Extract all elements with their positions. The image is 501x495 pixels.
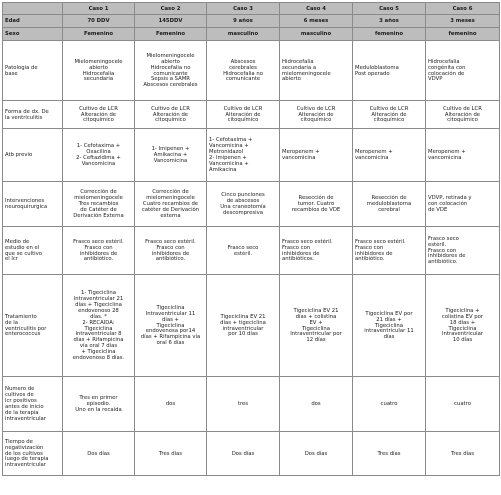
cell-atb-caso-5: Meropenem + vancomicina bbox=[353, 129, 426, 182]
cell-forma-dx-caso-3: Cultivo de LCR Alteración de citoquímico bbox=[207, 101, 280, 129]
cell-tratamiento-caso-6: Tigeciclina + colistina EV por 18 días + Tigeciclina Intraventricular 10 días bbox=[426, 275, 500, 377]
cell-patologia-caso-2: Mielomeningocele abierto Hidrocefalia no comunicante Sepsis a SAMR Abscesos cerebrales bbox=[135, 41, 207, 101]
cell-intervenciones-caso-1: Corrección de mielomeningocele Tres recambios de Catéter de Derivación Externa bbox=[63, 182, 135, 227]
cell-intervenciones-caso-5: Resección de meduloblastoma cerebral bbox=[353, 182, 426, 227]
cell-edad-caso-4: 6 meses bbox=[280, 15, 353, 28]
row-label-atb-previo: Atb previo bbox=[3, 129, 63, 182]
cell-intervenciones-caso-3: Cinco punciones de abscesos Una craneotomía descompresiva bbox=[207, 182, 280, 227]
cell-medio-caso-2: Frasco seco estéril. Frasco con inhibidores de antibiótico. bbox=[135, 227, 207, 275]
cell-medio-caso-4: Frasco seco estéril. Frasco con inhibidores de antibióticos. bbox=[280, 227, 353, 275]
cell-atb-caso-2: 1- Imipenen + Amikacina + Vancomicina bbox=[135, 129, 207, 182]
cell-medio-caso-5: Frasco seco estéril. Frasco con inhibidores de antibiótico. bbox=[353, 227, 426, 275]
cell-forma-dx-caso-1: Cultivo de LCR Alteración de citoquímico bbox=[63, 101, 135, 129]
cell-atb-caso-3: 1- Cefotaxima + Vancomicina + Metronidazol 2- Imipenen + Vancomicina + Amikacina bbox=[207, 129, 280, 182]
cell-tratamiento-caso-5: Tigeciclina EV por 21 días + Tigeciclina intraventricular 11 días bbox=[353, 275, 426, 377]
row-label-medio-estudio: Medio de estudio en el que se cultivo el lcr bbox=[3, 227, 63, 275]
cell-sexo-caso-4: masculino bbox=[280, 28, 353, 41]
row-sexo bbox=[3, 28, 500, 41]
header-corner-cell bbox=[3, 3, 63, 15]
cell-tratamiento-caso-1: 1- Tigeciclina Intraventricular 21 días + Tigeciclina endovenoso 28 días. * 2- RECAIDA: Tigeciclina Intraventricular 8 días + Rifampicina vía oral 7 días + Tigeciclina endovenoso 8 días. bbox=[63, 275, 135, 377]
header-caso-3: Caso 3 bbox=[207, 3, 280, 15]
cell-sexo-caso-5: femenino bbox=[353, 28, 426, 41]
cell-tiempo-caso-2: Tres días bbox=[135, 432, 207, 476]
cell-atb-caso-4: Meropenem + vancomicina bbox=[280, 129, 353, 182]
cell-medio-caso-6: Frasco seco estéril. Frasco con inhibidores de antibiótico. bbox=[426, 227, 500, 275]
cell-intervenciones-caso-4: Resección de tumor. Cuatro recambios de VDE bbox=[280, 182, 353, 227]
row-edad bbox=[3, 15, 500, 28]
header-row bbox=[3, 3, 500, 15]
cell-sexo-caso-2: Femenino bbox=[135, 28, 207, 41]
row-atb-previo bbox=[3, 129, 500, 182]
row-label-numero-cultivos: Numero de cultivos de lcr positivos antes de inicio de la terapia intraventricular bbox=[3, 377, 63, 432]
header-caso-4: Caso 4 bbox=[280, 3, 353, 15]
row-label-forma-dx: Forma de dx. De la ventriculitis bbox=[3, 101, 63, 129]
row-label-edad: Edad bbox=[3, 15, 63, 28]
cell-forma-dx-caso-4: Cultivo de LCR Alteración de citoquímico bbox=[280, 101, 353, 129]
row-tratamiento bbox=[3, 275, 500, 377]
row-label-sexo: Sexo bbox=[3, 28, 63, 41]
cell-edad-caso-2: 145DDV bbox=[135, 15, 207, 28]
cell-edad-caso-6: 3 meses bbox=[426, 15, 500, 28]
case-comparison-table bbox=[2, 2, 500, 476]
cell-patologia-caso-4: Hidrocefalia secundaria a mielomeningocele abierto bbox=[280, 41, 353, 101]
cell-tiempo-caso-4: Dos días bbox=[280, 432, 353, 476]
cell-cultivos-caso-1: Tres en primer episodio. Uno en la recaída bbox=[63, 377, 135, 432]
cell-cultivos-caso-5: cuatro bbox=[353, 377, 426, 432]
cell-medio-caso-1: Frasco seco estéril. Frasco con inhibidores de antibiótico. bbox=[63, 227, 135, 275]
cell-cultivos-caso-2: dos bbox=[135, 377, 207, 432]
cell-forma-dx-caso-5: Cultivo de LCR Alteración de citoquímico bbox=[353, 101, 426, 129]
row-label-intervenciones: Intervenciones neuroquirurgica bbox=[3, 182, 63, 227]
cell-intervenciones-caso-2: Corrección de mielomeningocele Cuatro recambios de catéter de Derivación externa bbox=[135, 182, 207, 227]
cell-tiempo-caso-1: Dos días bbox=[63, 432, 135, 476]
cell-medio-caso-3: Frasco seco estéril. bbox=[207, 227, 280, 275]
cell-patologia-caso-3: Abscesos cerebrales Hidrocefalia no comunicante bbox=[207, 41, 280, 101]
row-label-patologia: Patologia de base bbox=[3, 41, 63, 101]
row-numero-cultivos bbox=[3, 377, 500, 432]
row-intervenciones bbox=[3, 182, 500, 227]
row-label-tratamiento: Tratamiento de la ventriculitis por enterococcus bbox=[3, 275, 63, 377]
cell-forma-dx-caso-6: Cultivo de LCR Alteración de citoquímico bbox=[426, 101, 500, 129]
cell-tratamiento-caso-3: Tigeciclina EV 21 días + tigeciclina intraventricular por 10 días bbox=[207, 275, 280, 377]
cell-sexo-caso-1: Femenino bbox=[63, 28, 135, 41]
cell-atb-caso-6: Meropenem + vancomicina bbox=[426, 129, 500, 182]
cell-tratamiento-caso-2: Tigeciclina Intraventricular 11 días + Tigeciclina endovenosa por14 días + Rifampicina vía oral 6 días bbox=[135, 275, 207, 377]
cell-cultivos-caso-3: tres bbox=[207, 377, 280, 432]
cell-atb-caso-1: 1- Cefotaxima + Oxacilina 2- Ceftazidima + Vancomicina bbox=[63, 129, 135, 182]
header-caso-5: Caso 5 bbox=[353, 3, 426, 15]
cell-cultivos-caso-4: dos bbox=[280, 377, 353, 432]
cell-patologia-caso-5: Meduloblastoma Post operado bbox=[353, 41, 426, 101]
row-tiempo-negativizacion bbox=[3, 432, 500, 476]
cell-cultivos-caso-6: cuatro bbox=[426, 377, 500, 432]
cell-tiempo-caso-6: Tres días bbox=[426, 432, 500, 476]
row-medio-de-estudio bbox=[3, 227, 500, 275]
cell-intervenciones-caso-6: VDVP, retirada y con colocación de VDE bbox=[426, 182, 500, 227]
cell-tiempo-caso-5: Tres días bbox=[353, 432, 426, 476]
cell-tiempo-caso-3: Dos días bbox=[207, 432, 280, 476]
header-caso-1: Caso 1 bbox=[63, 3, 135, 15]
cell-sexo-caso-3: masculino bbox=[207, 28, 280, 41]
cell-edad-caso-5: 3 años bbox=[353, 15, 426, 28]
cell-patologia-caso-1: Mielomeningocele abierto Hidrocefalia secundaria bbox=[63, 41, 135, 101]
cell-edad-caso-1: 70 DDV bbox=[63, 15, 135, 28]
header-caso-6: Caso 6 bbox=[426, 3, 500, 15]
row-forma-de-dx bbox=[3, 101, 500, 129]
row-label-tiempo-negativizacion: Tiempo de negativización de los cultivos luego de terapia intraventricular bbox=[3, 432, 63, 476]
cell-patologia-caso-6: Hidrocefalia congénita con colocación de VDVP bbox=[426, 41, 500, 101]
cell-forma-dx-caso-2: Cultivo de LCR Alteración de citoquímico bbox=[135, 101, 207, 129]
row-patologia-de-base bbox=[3, 41, 500, 101]
cell-edad-caso-3: 9 años bbox=[207, 15, 280, 28]
cell-tratamiento-caso-4: Tigeciclina EV 21 días + colistina EV + Tigeciclina Intraventricular por 12 días bbox=[280, 275, 353, 377]
cell-sexo-caso-6: femenino bbox=[426, 28, 500, 41]
header-caso-2: Caso 2 bbox=[135, 3, 207, 15]
